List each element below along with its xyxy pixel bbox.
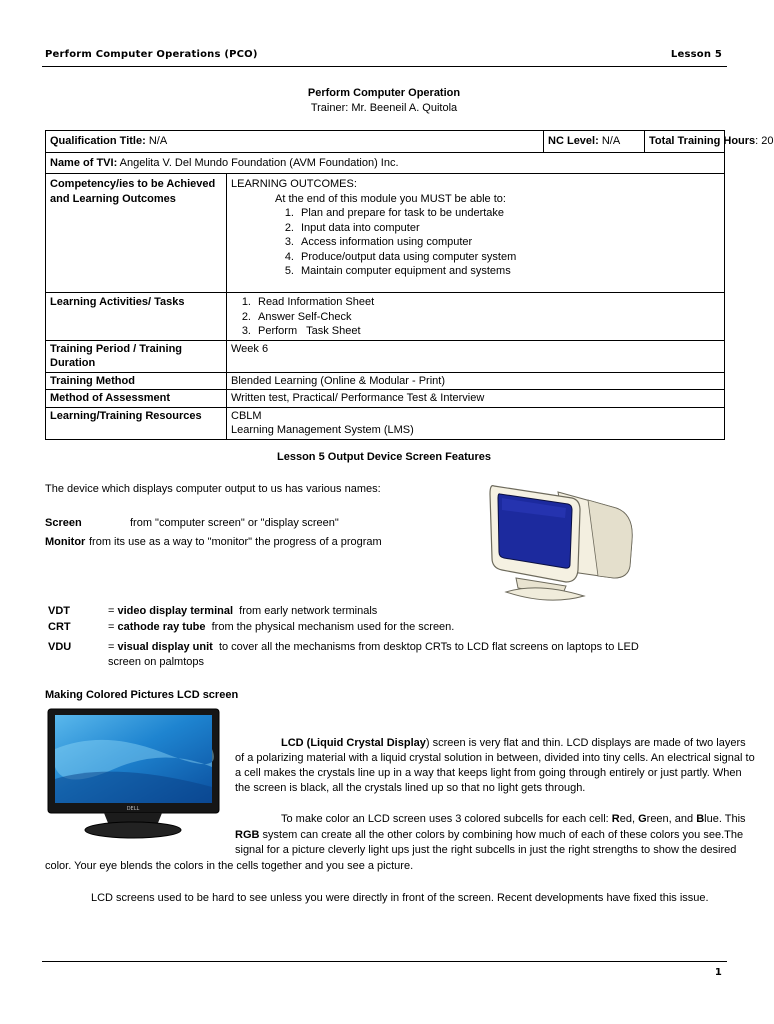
qualification-label: Qualification Title: — [50, 135, 146, 147]
training-method-label: Training Method — [46, 372, 227, 390]
lcd-paragraph-3: LCD screens used to be hard to see unless you were directly in front of the screen. Recent developments have fixed this issue. — [91, 892, 709, 904]
outcomes-intro: At the end of this module you MUST be able to: — [275, 192, 506, 205]
table-row — [46, 153, 725, 174]
lcd-paragraph-1-line-3: a cell makes the crystals line up in a way that keeps light from going through entirely or just partly. When — [235, 767, 742, 779]
table-row — [46, 407, 725, 439]
qualification-cell — [46, 131, 544, 153]
term-vdu-full: visual display unit — [117, 641, 213, 653]
training-method-value: Blended Learning (Online & Modular - Print) — [227, 372, 725, 390]
training-period-value: Week 6 — [227, 340, 725, 372]
training-hours-value: : 20 — [755, 135, 774, 147]
term-vdu-def: = visual display unit to cover all the mechanisms from desktop CRTs to LCD flat screens on laptops to LED — [108, 641, 639, 653]
tvi-value: Angelita V. Del Mundo Foundation (AVM Foundation) Inc. — [117, 157, 399, 169]
list-item: 4. Produce/output data using computer system — [284, 250, 517, 263]
training-period-label: Training Period / Training Duration — [46, 340, 227, 372]
table-row — [46, 372, 725, 390]
competency-label: Competency/ies to be Achieved and Learning Outcomes — [46, 174, 227, 293]
table-row — [46, 131, 725, 153]
list-item: 2. Answer Self-Check — [241, 310, 352, 323]
outcomes-heading: LEARNING OUTCOMES: — [231, 178, 357, 190]
lcd-paragraph-2-line-1: To make color an LCD screen uses 3 colored subcells for each cell: Red, Green, and Blue. This — [281, 813, 746, 825]
term-monitor-desc: from its use as a way to "monitor" the progress of a program — [89, 536, 382, 548]
intro-text: The device which displays computer output to us has various names: — [45, 483, 381, 495]
resources-value-lms: Learning Management System (LMS) — [231, 424, 414, 436]
resources-cell — [227, 407, 725, 439]
list-item: 1. Plan and prepare for task to be undertake — [284, 207, 505, 219]
lcd-heading: Making Colored Pictures LCD screen — [45, 689, 239, 701]
outcomes-list — [231, 206, 720, 279]
module-info-table — [45, 130, 774, 440]
table-row — [46, 293, 725, 341]
page-number: 1 — [714, 967, 722, 978]
tvi-label: Name of TVI: — [50, 157, 118, 169]
term-vdt-def: = video display terminal from early network terminals — [108, 605, 378, 617]
term-screen: Screen — [45, 517, 82, 529]
crt-monitor-icon — [488, 478, 636, 606]
trainer-line: Trainer: Mr. Beeneil A. Quitola — [310, 102, 458, 114]
list-item: 1. Read Information Sheet — [241, 296, 375, 308]
document-title: Perform Computer Operation — [307, 87, 461, 99]
activities-cell — [227, 293, 725, 341]
term-vdu-def-cont: screen on palmtops — [108, 656, 204, 668]
list-item: 2. Input data into computer — [284, 221, 420, 234]
term-vdu: VDU — [48, 641, 72, 653]
lcd-monitor-icon — [44, 709, 222, 841]
list-item: 5. Maintain computer equipment and systems — [284, 265, 511, 277]
lcd-full-name: Liquid Crystal Display — [310, 737, 426, 749]
training-hours-label: Total Training Hours — [649, 135, 756, 147]
header-rule — [42, 66, 727, 67]
header-lesson-label: Lesson 5 — [670, 49, 722, 60]
lesson-heading: Lesson 5 Output Device Screen Features — [277, 451, 491, 463]
term-vdt-full: video display terminal — [117, 605, 234, 617]
term-crt-def: = cathode ray tube from the physical mechanism used for the screen. — [108, 621, 455, 633]
table-row — [46, 390, 725, 408]
term-monitor: Monitor — [45, 536, 86, 548]
list-item: 3. Access information using computer — [284, 236, 473, 248]
term-screen-desc: from "computer screen" or "display screen" — [130, 517, 339, 529]
activities-list — [231, 295, 720, 339]
lcd-paragraph-2-line-4: color. Your eye blends the colors in the cells together and you see a picture. — [45, 860, 414, 872]
lcd-paragraph-1-line-2: of a polarizing material with a liquid crystal solution in between, divided into tiny cells. An electrical signal to — [235, 752, 755, 764]
resources-value-cblm: CBLM — [231, 409, 262, 422]
nc-level-cell — [544, 131, 645, 153]
lcd-paragraph-1-line-1: LCD (Liquid Crystal Display) screen is very flat and thin. LCD displays are made of two layers — [281, 737, 746, 749]
table-row — [46, 174, 725, 293]
qualification-value: N/A — [145, 135, 168, 147]
tvi-cell — [46, 153, 725, 174]
term-crt: CRT — [48, 621, 71, 633]
footer-rule — [42, 961, 727, 962]
monitor-brand-label: DELL — [126, 806, 140, 812]
table-row — [46, 340, 725, 372]
lcd-paragraph-2-line-3: signal for a picture cleverly light ups just the right subcells in just the right strengths to show the desired — [235, 844, 737, 856]
rgb-term: RGB — [235, 829, 260, 841]
term-vdt: VDT — [48, 605, 70, 617]
nc-level-label: NC Level: — [548, 135, 599, 147]
assessment-label: Method of Assessment — [46, 390, 227, 408]
activities-label: Learning Activities/ Tasks — [46, 293, 227, 341]
assessment-value: Written test, Practical/ Performance Test & Interview — [227, 390, 725, 408]
list-item: 3. Perform Task Sheet — [241, 325, 361, 337]
resources-label: Learning/Training Resources — [46, 407, 227, 439]
outcomes-cell — [227, 174, 725, 293]
lcd-paragraph-2-line-2: RGB system can create all the other colors by combining how much of each of these colors you see.The — [235, 829, 744, 841]
lcd-paragraph-1-line-4: the screen is black, all the crystals lined up so that no light gets through. — [235, 782, 586, 794]
training-hours-cell — [645, 131, 774, 153]
nc-level-value: N/A — [598, 135, 621, 147]
term-crt-full: cathode ray tube — [117, 621, 206, 633]
header-course-title: Perform Computer Operations (PCO) — [45, 49, 258, 60]
